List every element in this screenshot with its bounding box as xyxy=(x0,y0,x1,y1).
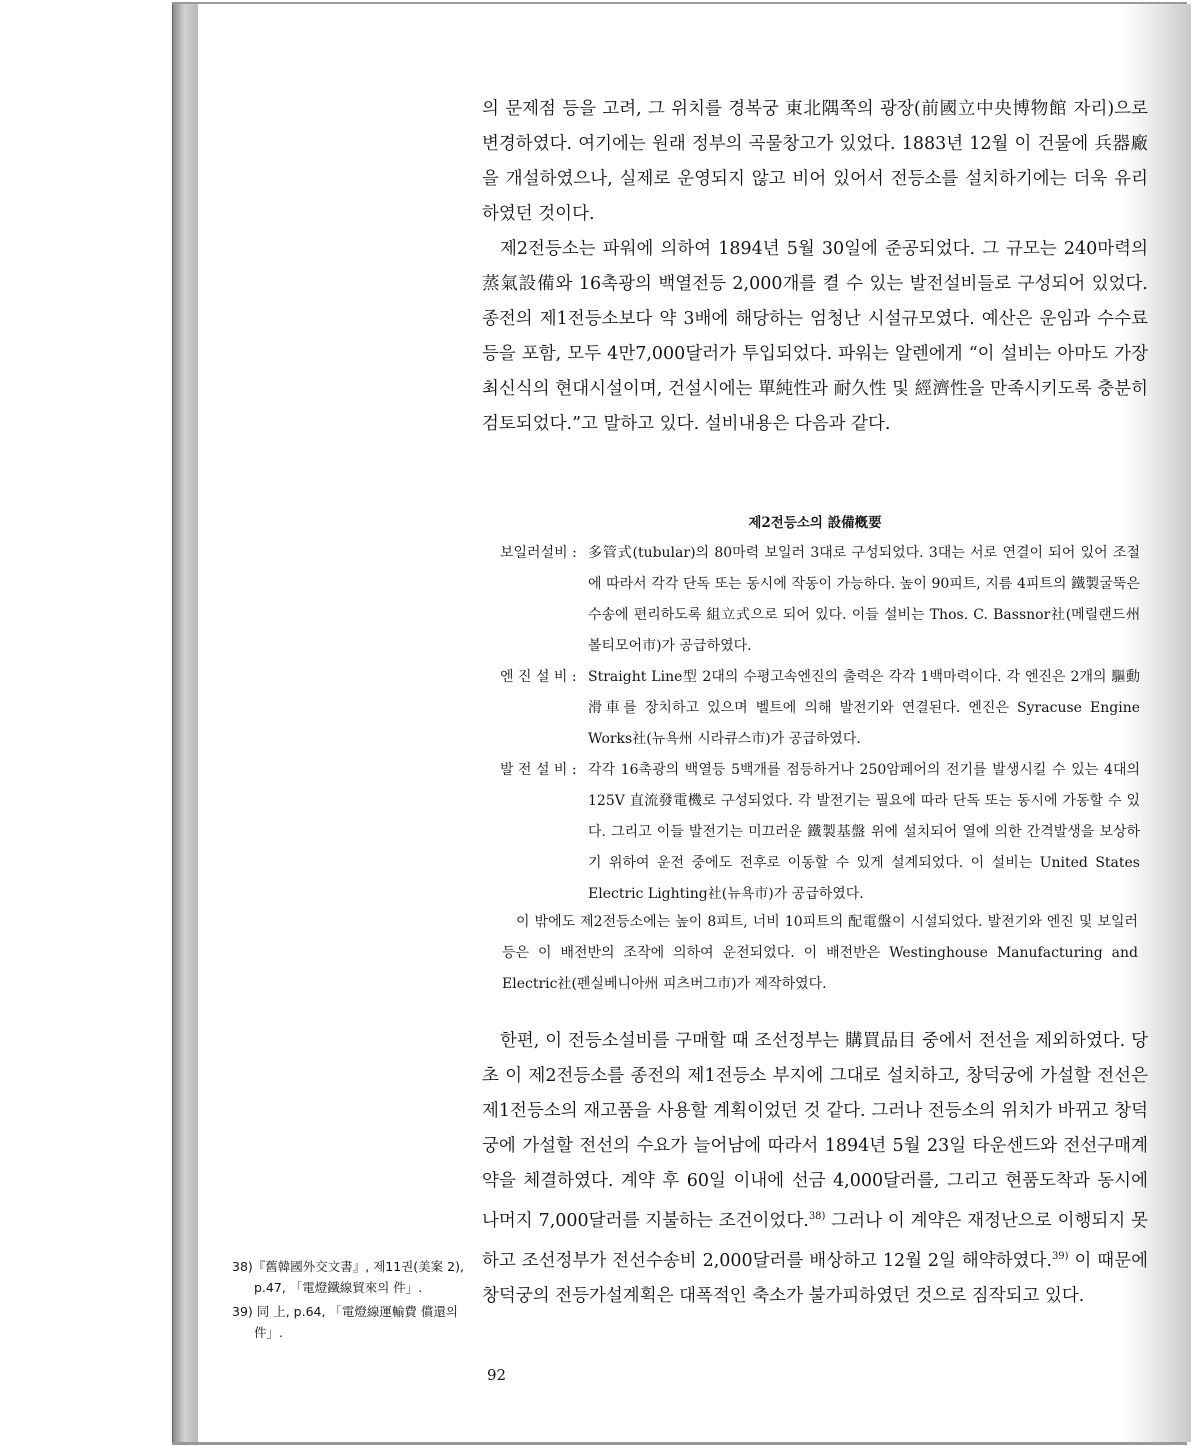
footnote-ref: 38) xyxy=(808,1211,826,1222)
spec-note: 이 밖에도 제2전등소에는 높이 8피트, 너비 10피트의 配電盤이 시설되었다. 발전기와 엔진 및 보일러 등은 이 배전반의 조작에 의하여 운전되었다. 이 배전반은 Westinghouse Manufacturing and Electric社(펜실베니아州 피츠버그市)가 제작하였다. xyxy=(502,914,1138,992)
footnote: 38)『舊韓國外交文書』, 제11권(美案 2), p.47, 「電燈鐵線貿來의 件」. xyxy=(232,1259,464,1295)
paragraph: 의 문제점 등을 고려, 그 위치를 경복궁 東北隅쪽의 광장(前國立中央博物館 자리)으로 변경하였다. 여기에는 원래 정부의 곡물창고가 있었다. 1883년 12월 이 건물에 兵器廠을 개설하였으나, 실제로 운영되지 않고 비어 있어서 전등소를 설치하기에는 더욱 유리하였던 것이다. xyxy=(482,99,1148,224)
spec-label: 엔 진 설 비 : xyxy=(500,669,577,685)
book-spine-edge xyxy=(172,4,199,1442)
spec-label: 발 전 설 비 : xyxy=(500,762,577,778)
footnote: 39) 同 上, p.64, 「電燈線運輸費 償還의 件」. xyxy=(232,1304,458,1340)
text-run: 이 때문에 창덕궁의 전등가설계획은 대폭적인 축소가 불가피하였던 것으로 짐작되고 있다. xyxy=(482,1250,1149,1306)
equipment-box-title: 제2전등소의 設備槪要 xyxy=(748,515,882,531)
spec-boiler xyxy=(500,538,1140,662)
body-text-bottom xyxy=(482,1024,1148,1314)
page-number: 92 xyxy=(487,1366,507,1384)
spec-text: Straight Line型 2대의 수평고속엔진의 출력은 각각 1백마력이다. 각 엔진은 2개의 驅動滑車를 장치하고 있으며 벨트에 의해 발전기와 연결된다. 엔진은 Syracuse Engine Works社(뉴욕州 시라큐스市)가 공급하였다. xyxy=(588,669,1140,747)
page-bottom-edge xyxy=(172,1442,1187,1445)
text-run: 한편, 이 전등소설비를 구매할 때 조선정부는 購買品目 중에서 전선을 제외하였다. 당초 이 제2전등소를 종전의 제1전등소 부지에 그대로 설치하고, 창덕궁에 가설할 전선은 제1전등소의 재고품을 사용할 계획이었던 것 같다. 그러나 전등소의 위치가 바뀌고 창덕궁에 가설할 전선의 수요가 늘어남에 따라서 1894년 5월 23일 타운센드와 전선구매계약을 체결하였다. 계약 후 60일 이내에 선금 4,000달러를, 그리고 현품도착과 동시에 나머지 7,000달러를 지불하는 조건이었다. xyxy=(482,1031,1148,1231)
spec-text: 多管式(tubular)의 80마력 보일러 3대로 구성되었다. 3대는 서로 연결이 되어 있어 조절에 따라서 각각 단독 또는 동시에 작동이 가능하다. 높이 90피트, 지름 4피트의 鐵製굴뚝은 수송에 편리하도록 組立式으로 되어 있다. 이들 설비는 Thos. C. Bassnor社(메릴랜드州 볼티모어市)가 공급하였다. xyxy=(588,545,1140,654)
spec-text: 각각 16촉광의 백열등 5백개를 점등하거나 250암페어의 전기를 발생시킬 수 있는 4대의 125V 直流發電機로 구성되었다. 각 발전기는 필요에 따라 단독 또는 동시에 가동할 수 있다. 그리고 이들 발전기는 미끄러운 鐵製基盤 위에 설치되어 열에 의한 간격발생을 보상하기 위하여 운전 중에도 전후로 이동할 수 있게 설계되었다. 이 설비는 United States Electric Lighting社(뉴욕市)가 공급하였다. xyxy=(588,762,1140,902)
spec-generator xyxy=(500,755,1140,910)
paragraph xyxy=(482,1024,1148,1314)
footnote-ref: 39) xyxy=(1051,1250,1069,1262)
body-text-top xyxy=(482,92,1148,442)
spec-engine xyxy=(500,662,1140,755)
spec-label: 보일러설비 : xyxy=(500,545,577,561)
footnotes xyxy=(232,1256,470,1346)
text-run: 그러나 이 계약은 재정난으로 이행되지 못하고 조선정부가 전선수송비 2,000달러를 배상하고 12월 2일 해약하였다. xyxy=(482,1210,1148,1271)
paragraph: 제2전등소는 파워에 의하여 1894년 5월 30일에 준공되었다. 그 규모는 240마력의 蒸氣設備와 16촉광의 백열전등 2,000개를 켤 수 있는 발전설비들로 구성되어 있었다. 종전의 제1전등소보다 약 3배에 해당하는 엄청난 시설규모였다. 예산은 운임과 수수료 등을 포함, 모두 4만7,000달러가 투입되었다. 파워는 알렌에게 “이 설비는 아마도 가장 최신식의 현대시설이며, 건설시에는 單純性과 耐久性 및 經濟性을 만족시키도록 충분히 검토되었다.”고 말하고 있다. 설비내용은 다음과 같다. xyxy=(482,239,1148,434)
